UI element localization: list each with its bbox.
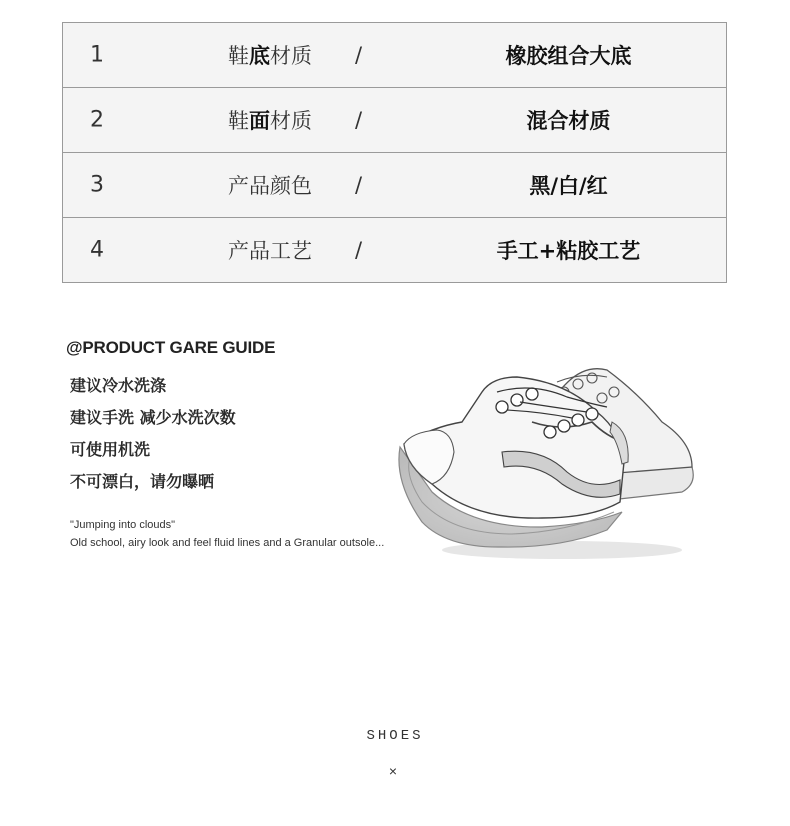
spec-index: 2 (90, 107, 104, 133)
spec-row (63, 23, 726, 88)
spec-label-pre: 产品工艺 (228, 239, 312, 263)
close-icon[interactable]: × (388, 763, 398, 779)
spec-label-pre: 产品颜色 (228, 174, 312, 198)
care-guide-item: 可使用机洗 (70, 440, 151, 459)
spec-label (228, 235, 312, 265)
spec-value: 橡胶组合大底 (505, 44, 632, 68)
spec-label-bold: 底 (249, 44, 270, 68)
tagline-description: Old school, airy look and feel fluid lines and a Granular outsole... (70, 537, 385, 549)
spec-label-pre: 鞋 (228, 109, 249, 133)
spec-index: 1 (90, 42, 104, 68)
care-guide-list (70, 372, 236, 500)
spec-row (63, 218, 726, 282)
spec-label-post: 材质 (270, 109, 312, 133)
spec-label-bold: 面 (249, 109, 270, 133)
care-guide-item: 建议手洗 减少水洗次数 (70, 408, 236, 427)
spec-label-post: 材质 (270, 44, 312, 68)
sneaker-sketch-icon (392, 352, 704, 567)
footer-brand: SHOES (366, 728, 424, 744)
spec-separator: / (355, 43, 363, 67)
care-guide-item: 不可漂白，请勿曝晒 (70, 472, 215, 491)
spec-value: 黑/白/红 (529, 174, 608, 198)
care-guide-title: @PRODUCT GARE GUIDE (66, 338, 276, 357)
spec-separator: / (355, 173, 363, 197)
spec-index: 3 (90, 172, 104, 198)
spec-row (63, 153, 726, 218)
spec-index: 4 (90, 237, 104, 263)
spec-label (228, 40, 312, 70)
spec-label-pre: 鞋 (228, 44, 249, 68)
tagline-quote: "Jumping into clouds" (70, 519, 176, 531)
care-guide-item: 建议冷水洗涤 (70, 376, 167, 395)
spec-separator: / (355, 108, 363, 132)
spec-label (228, 105, 312, 135)
spec-separator: / (355, 238, 363, 262)
spec-table (62, 22, 727, 283)
spec-value: 手工+粘胶工艺 (496, 239, 641, 263)
spec-label (228, 170, 312, 200)
spec-row (63, 88, 726, 153)
spec-value: 混合材质 (526, 109, 611, 133)
